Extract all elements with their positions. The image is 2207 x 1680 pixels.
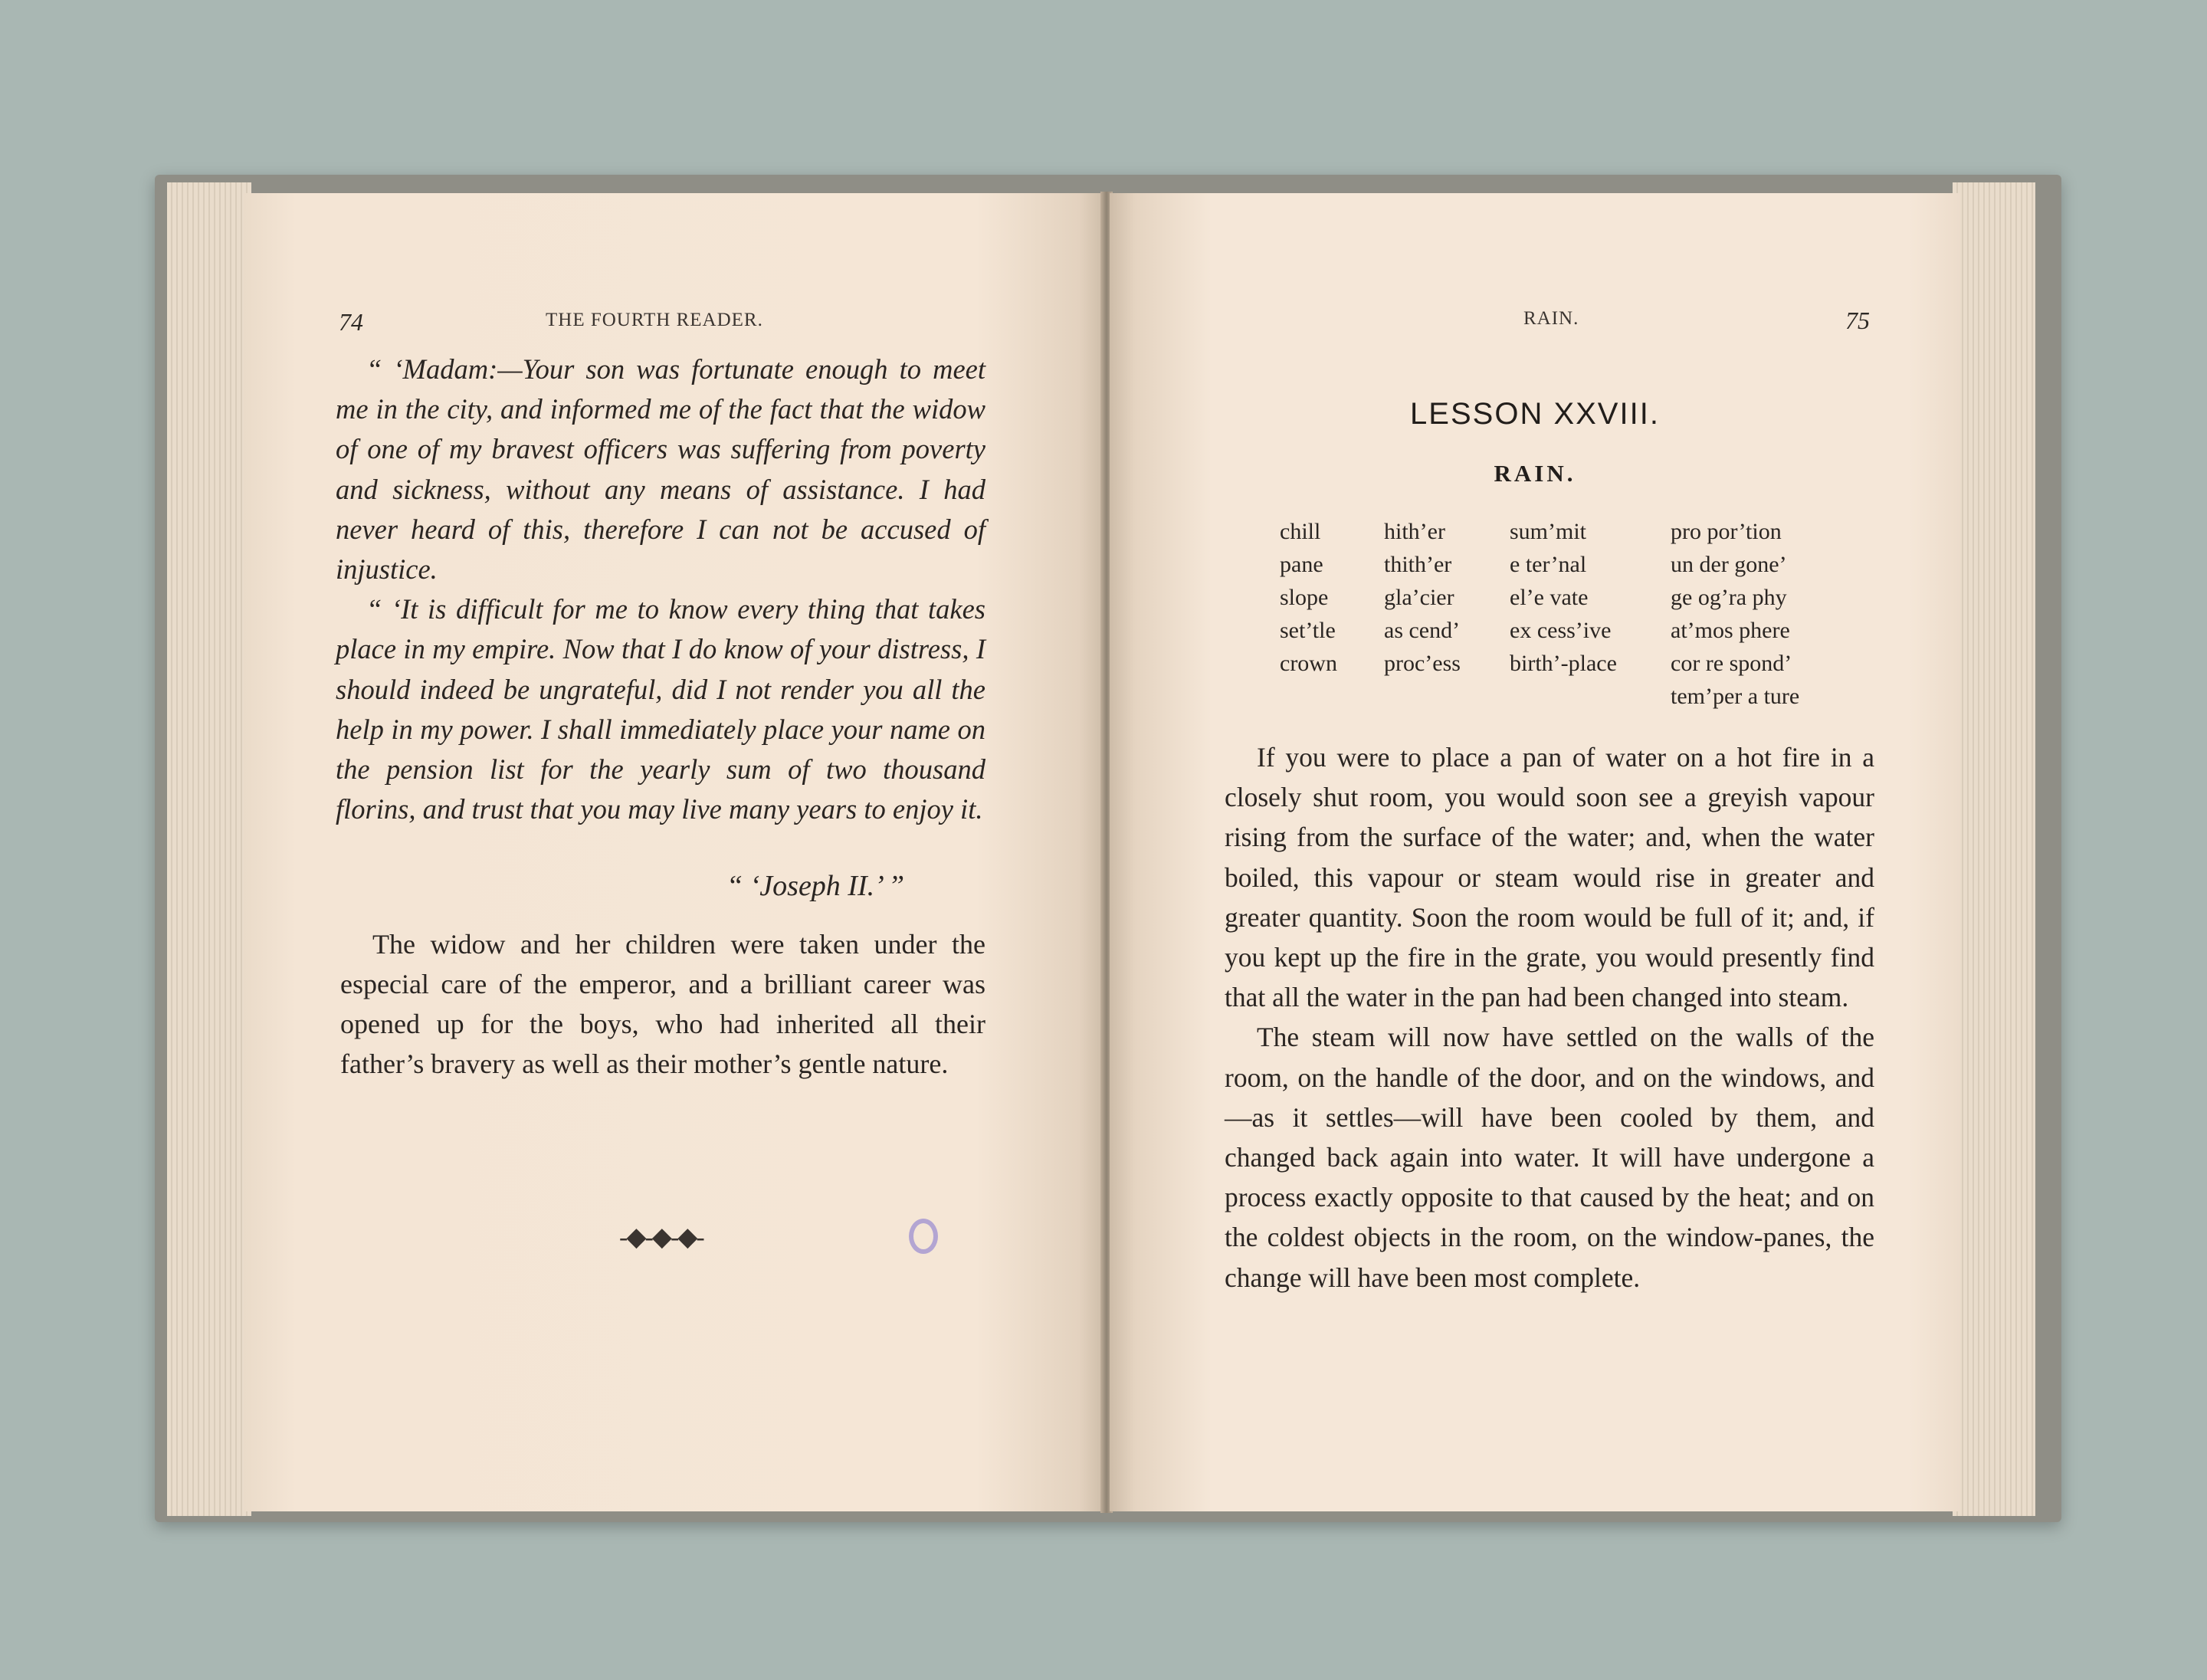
page-number: 75 bbox=[1845, 307, 1870, 334]
closing-text bbox=[340, 924, 985, 1084]
spelling-word: birth’-place bbox=[1510, 651, 1617, 676]
spelling-word: thith’er bbox=[1384, 552, 1452, 577]
spelling-word: set’tle bbox=[1280, 618, 1336, 643]
ink-stain bbox=[909, 1219, 938, 1254]
page-edges-left bbox=[167, 182, 251, 1516]
letter-paragraph: “ ‘It is difficult for me to know every thing that takes place in my empire. Now that I do know of your distress, I should indeed be ungrateful, did I not render you all the help in my power. I shall immediately place your name on the pension list for the yearly sum of two thousand florins, and trust that you may live many years to enjoy it. bbox=[336, 593, 985, 825]
letter-text bbox=[336, 349, 985, 829]
right-page bbox=[1110, 193, 1960, 1511]
spelling-column bbox=[1671, 515, 1799, 713]
page-edges-right bbox=[1953, 182, 2035, 1516]
left-page bbox=[244, 193, 1105, 1511]
spelling-word: un der gone’ bbox=[1671, 552, 1787, 577]
spelling-word: gla’cier bbox=[1384, 585, 1454, 610]
lesson-paragraph: The steam will now have settled on the walls of the room, on the handle of the door, and on the windows, and—as it settles—will have been cooled by them, and changed back again into water. It will have undergone a process exactly opposite to that caused by the heat; and on the coldest objects in the room, on the window-panes, the change will have been most complete. bbox=[1225, 1022, 1874, 1293]
spelling-column bbox=[1280, 515, 1337, 680]
page-number: 74 bbox=[339, 308, 363, 336]
spelling-word: proc’ess bbox=[1384, 651, 1461, 676]
running-head: RAIN. bbox=[1523, 308, 1579, 329]
spelling-column bbox=[1510, 515, 1617, 680]
spelling-word: as cend’ bbox=[1384, 618, 1461, 643]
spelling-word: chill bbox=[1280, 519, 1321, 544]
lesson-title: LESSON XXVIII. bbox=[1410, 397, 1660, 431]
letter-paragraph: “ ‘Madam:—Your son was fortunate enough to meet me in the city, and informed me of the fact that the widow of one of my bravest officers was suffering from poverty and sickness, without any means of assistance. I had never heard of this, therefore I can not be accused of injustice. bbox=[336, 353, 985, 586]
lesson-body bbox=[1225, 737, 1874, 1298]
spelling-word: slope bbox=[1280, 585, 1329, 610]
lesson-paragraph: If you were to place a pan of water on a hot fire in a closely shut room, you would soon see a greyish vapour rising from the surface of the water; and, when the water boiled, this vapour or steam would rise in greater and greater quantity. Soon the room would be full of it; and, if you kept up the fire in the grate, you would presently find that all the water in the pan had been changed into steam. bbox=[1225, 742, 1874, 1013]
spelling-word: e ter’nal bbox=[1510, 552, 1587, 577]
spelling-word: pane bbox=[1280, 552, 1323, 577]
spelling-word: hith’er bbox=[1384, 519, 1445, 544]
spelling-word: sum’mit bbox=[1510, 519, 1587, 544]
spelling-word: el’e vate bbox=[1510, 585, 1589, 610]
spelling-word: ex cess’ive bbox=[1510, 618, 1612, 643]
spelling-word: crown bbox=[1280, 651, 1337, 676]
spelling-column bbox=[1384, 515, 1461, 680]
spelling-word: ge og’ra phy bbox=[1671, 585, 1787, 610]
spelling-word: at’mos phere bbox=[1671, 618, 1790, 643]
section-ornament: -◆-◆-◆- bbox=[619, 1223, 703, 1252]
lesson-subtitle: RAIN. bbox=[1494, 460, 1576, 487]
letter-signature: “ ‘Joseph II.’ ” bbox=[726, 870, 905, 902]
spelling-word: tem’per a ture bbox=[1671, 684, 1800, 709]
spelling-word: cor re spond’ bbox=[1671, 651, 1792, 676]
spelling-word: pro por’tion bbox=[1671, 519, 1782, 544]
running-head: THE FOURTH READER. bbox=[546, 310, 763, 330]
closing-paragraph: The widow and her children were taken under the especial care of the emperor, and a brilliant career was opened up for the boys, who had inherited all their father’s bravery as well as their mother’s gentle nature. bbox=[340, 929, 985, 1079]
